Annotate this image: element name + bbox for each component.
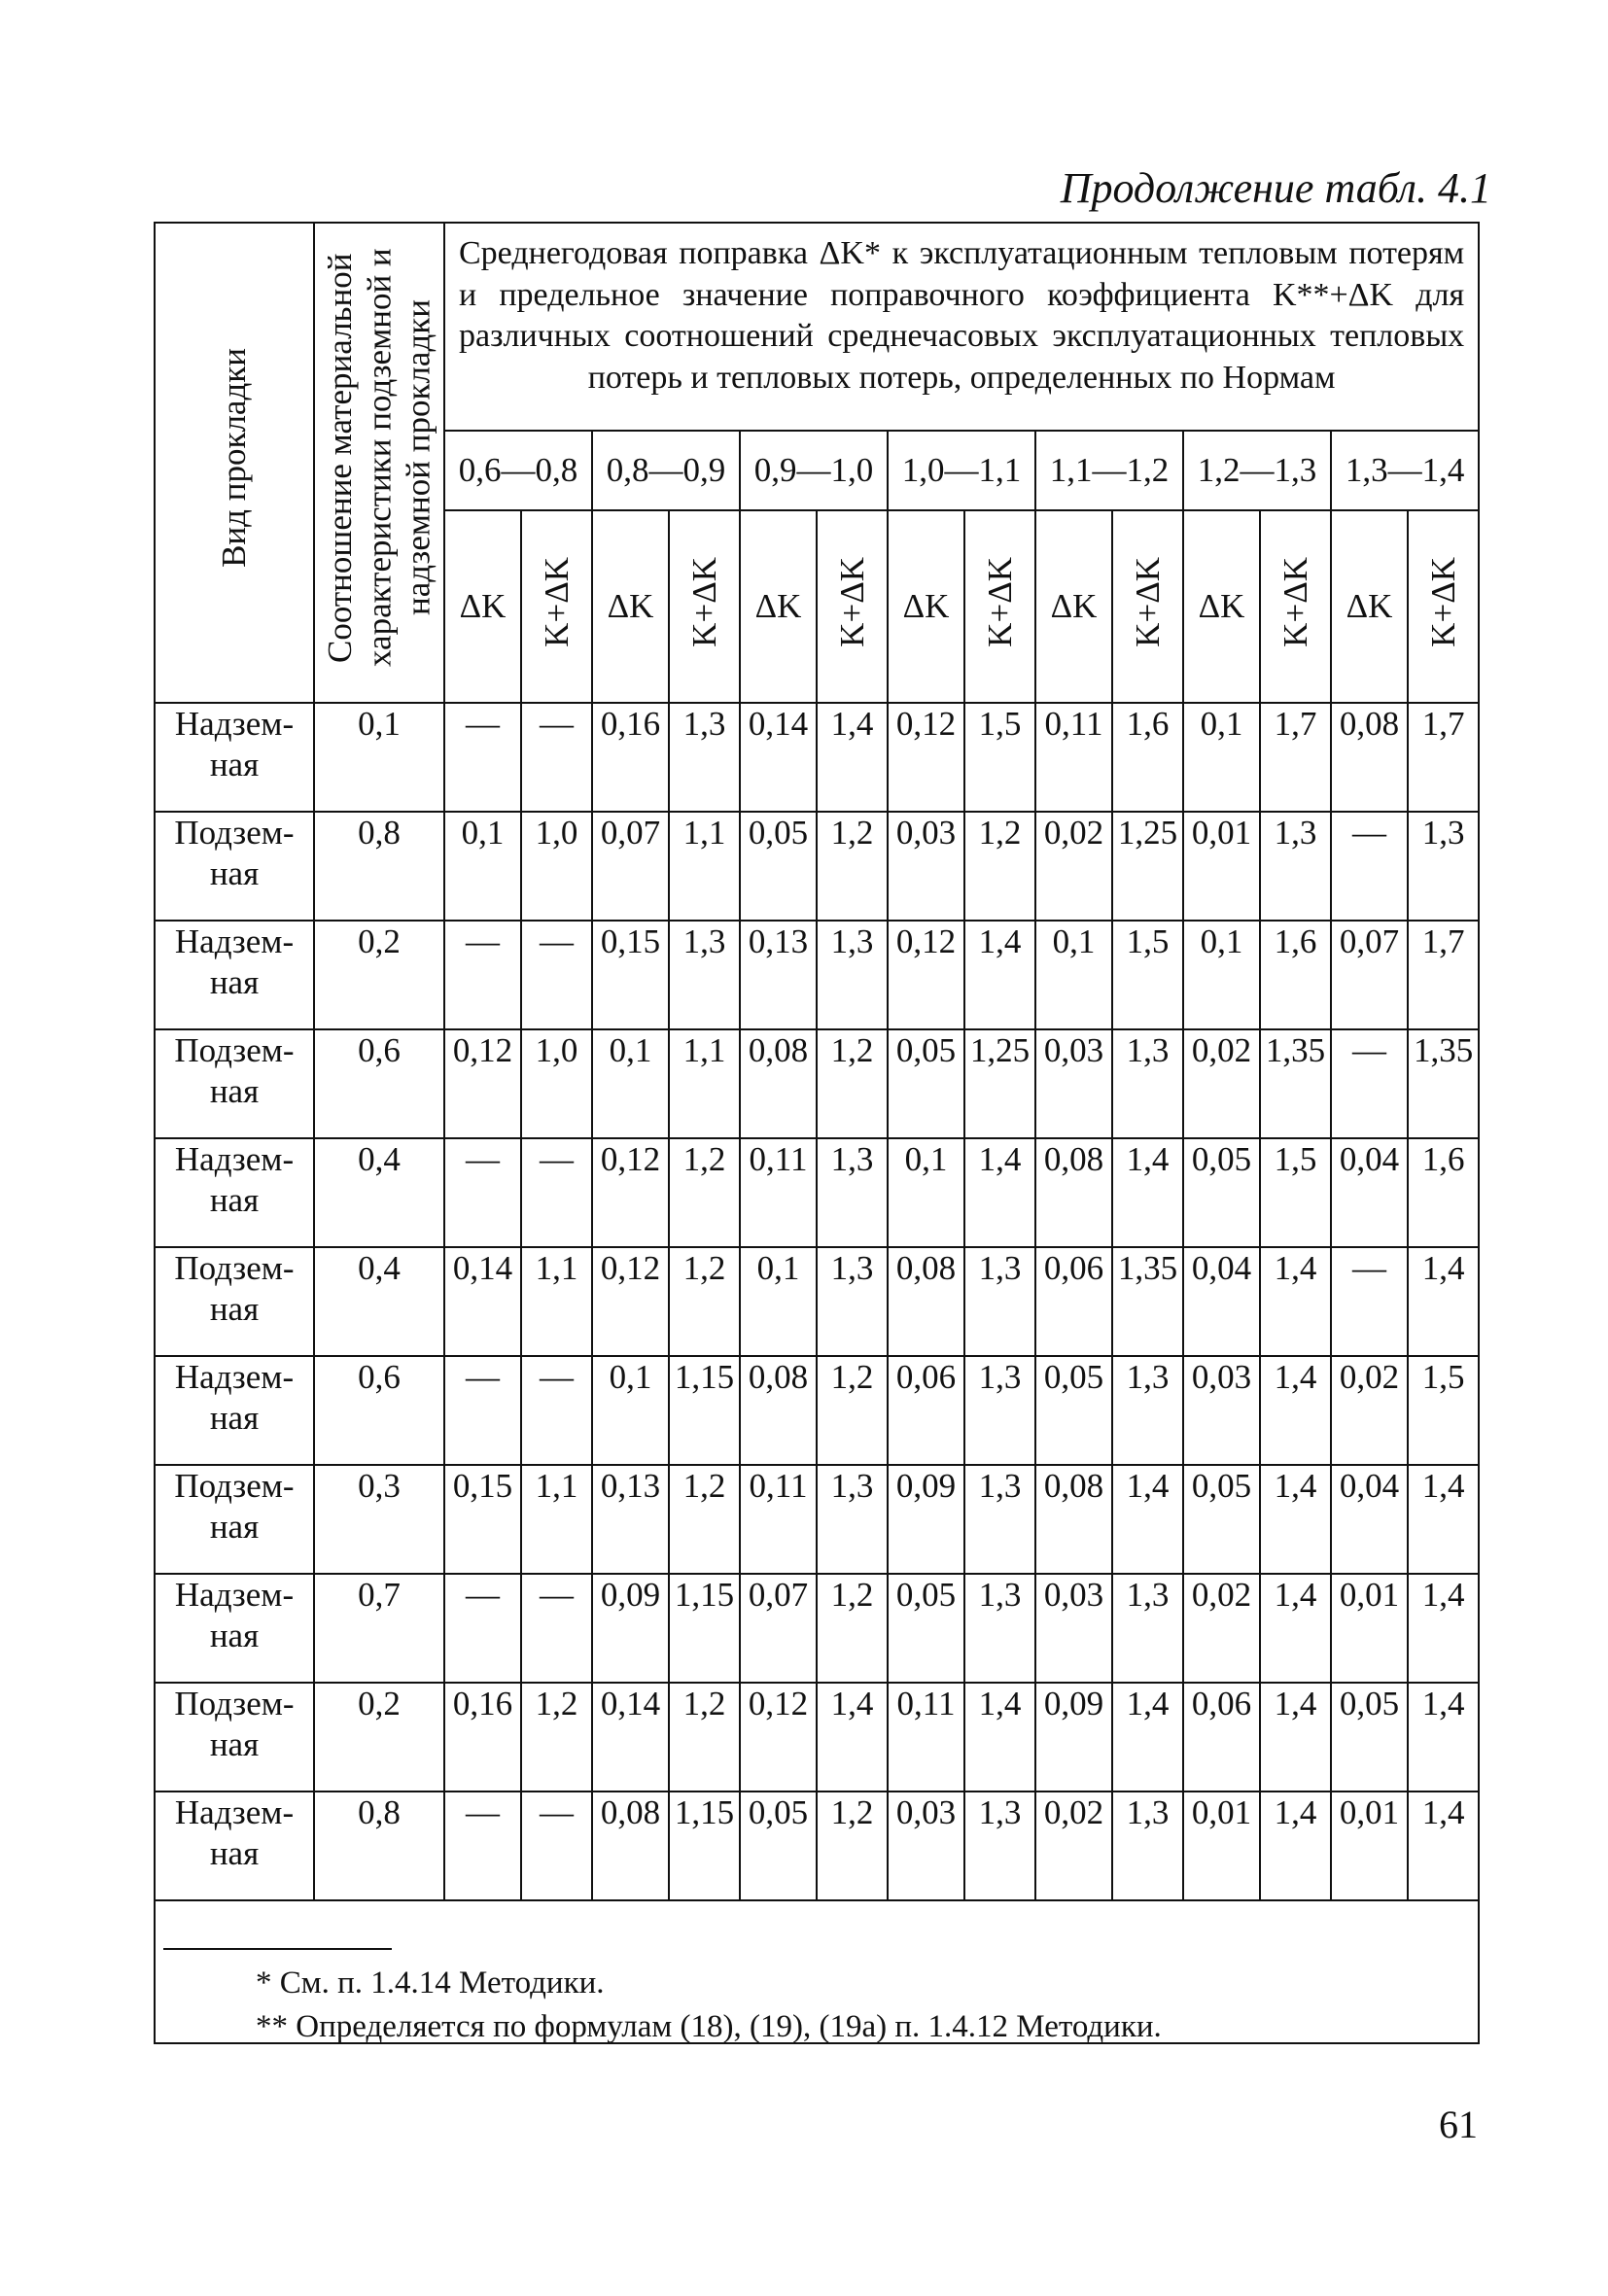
cell-dk: 0,07 — [1331, 921, 1408, 1029]
cell-kdk: 1,3 — [817, 1465, 888, 1574]
cell-kdk: 1,7 — [1408, 703, 1479, 812]
cell-dk: 0,11 — [1035, 703, 1112, 812]
cell-kdk: 1,3 — [964, 1792, 1035, 1900]
cell-dk: 0,1 — [1183, 703, 1260, 812]
cell-dk: 0,04 — [1183, 1247, 1260, 1356]
col-header-ratio-text: Соотношение материальной характеристики подземной и надземной прокладки — [320, 248, 437, 668]
cell-dk: 0,08 — [1035, 1465, 1112, 1574]
cell-kdk: 1,0 — [521, 1029, 592, 1138]
table-row — [155, 1029, 1479, 1138]
cell-dk: 0,09 — [1035, 1683, 1112, 1792]
cell-dk: — — [444, 703, 521, 812]
sub-header-dk: ΔK — [740, 510, 817, 703]
cell-kind: Подзем- ная — [155, 1029, 314, 1138]
cell-dk: 0,15 — [592, 921, 669, 1029]
cell-kdk: 1,2 — [817, 1792, 888, 1900]
cell-dk: — — [444, 921, 521, 1029]
table-row — [155, 812, 1479, 921]
cell-dk: 0,11 — [740, 1138, 817, 1247]
cell-kdk: 1,2 — [817, 1574, 888, 1683]
cell-kdk: — — [521, 703, 592, 812]
cell-kind: Надзем- ная — [155, 1574, 314, 1683]
table-row — [155, 1356, 1479, 1465]
group-header-text: Среднегодовая поправка ΔK* к эксплуатационным тепловым потерям и предельное значение поправочного коэффициента K**+ΔK для различных соотношений среднечасовых эксплуатационных тепловых потерь и тепловых потерь, определенных по Нормам — [459, 235, 1465, 396]
cell-kdk: 1,3 — [964, 1247, 1035, 1356]
cell-kdk: 1,1 — [521, 1465, 592, 1574]
sub-header-kdk — [1112, 510, 1183, 703]
cell-dk: 0,02 — [1331, 1356, 1408, 1465]
data-table — [154, 222, 1480, 1901]
cell-dk: 0,08 — [1331, 703, 1408, 812]
cell-dk: 0,04 — [1331, 1138, 1408, 1247]
table-row — [155, 1138, 1479, 1247]
cell-dk: 0,02 — [1183, 1574, 1260, 1683]
cell-dk: 0,05 — [888, 1029, 964, 1138]
cell-kdk: 1,5 — [1112, 921, 1183, 1029]
table-row — [155, 1465, 1479, 1574]
cell-kdk: 1,3 — [817, 1138, 888, 1247]
cell-dk: 0,03 — [888, 812, 964, 921]
cell-dk: 0,11 — [888, 1683, 964, 1792]
cell-dk: 0,08 — [740, 1029, 817, 1138]
cell-dk: — — [444, 1574, 521, 1683]
cell-kdk: 1,4 — [817, 703, 888, 812]
cell-dk: 0,13 — [592, 1465, 669, 1574]
page-number: 61 — [1439, 2103, 1478, 2146]
sub-header-dk: ΔK — [1035, 510, 1112, 703]
cell-kdk: 1,35 — [1408, 1029, 1479, 1138]
cell-dk: 0,05 — [740, 812, 817, 921]
cell-dk: — — [1331, 1029, 1408, 1138]
cell-dk: 0,1 — [1035, 921, 1112, 1029]
cell-dk: 0,01 — [1331, 1792, 1408, 1900]
sub-header-kdk — [521, 510, 592, 703]
cell-kdk: 1,25 — [1112, 812, 1183, 921]
cell-dk: 0,01 — [1331, 1574, 1408, 1683]
cell-ratio: 0,8 — [314, 1792, 444, 1900]
cell-dk: 0,11 — [740, 1465, 817, 1574]
footnote-2: ** Определяется по формулам (18), (19), (19а) п. 1.4.12 Методики. — [256, 2008, 1162, 2044]
cell-kdk: 1,7 — [1260, 703, 1331, 812]
cell-dk: — — [444, 1356, 521, 1465]
sub-header-kdk-text: K+ΔK — [1276, 556, 1314, 647]
cell-kdk: 1,0 — [521, 812, 592, 921]
footnotes — [154, 1948, 1480, 2048]
cell-dk: 0,1 — [888, 1138, 964, 1247]
cell-kdk: 1,35 — [1260, 1029, 1331, 1138]
cell-kind: Надзем- ная — [155, 1792, 314, 1900]
range-header: 0,6—0,8 — [444, 431, 592, 510]
cell-dk: 0,12 — [592, 1138, 669, 1247]
cell-dk: 0,1 — [592, 1356, 669, 1465]
cell-dk: 0,08 — [592, 1792, 669, 1900]
range-header: 1,0—1,1 — [888, 431, 1035, 510]
sub-header-dk: ΔK — [592, 510, 669, 703]
range-header: 1,2—1,3 — [1183, 431, 1331, 510]
cell-kdk: 1,2 — [817, 1029, 888, 1138]
cell-dk: 0,01 — [1183, 1792, 1260, 1900]
cell-kdk: — — [521, 1356, 592, 1465]
cell-kdk: 1,4 — [964, 921, 1035, 1029]
cell-kdk: 1,4 — [1260, 1356, 1331, 1465]
cell-kdk: — — [521, 921, 592, 1029]
sub-header-kdk — [1408, 510, 1479, 703]
cell-dk: 0,1 — [592, 1029, 669, 1138]
table-row — [155, 1683, 1479, 1792]
cell-kdk: 1,4 — [1260, 1792, 1331, 1900]
group-header — [444, 223, 1479, 431]
cell-kdk: 1,15 — [669, 1356, 740, 1465]
cell-kdk: 1,4 — [1260, 1683, 1331, 1792]
cell-dk: 0,02 — [1035, 812, 1112, 921]
range-header: 0,8—0,9 — [592, 431, 740, 510]
cell-dk: 0,06 — [1035, 1247, 1112, 1356]
cell-dk: 0,01 — [1183, 812, 1260, 921]
cell-kdk: 1,2 — [521, 1683, 592, 1792]
cell-kdk: 1,1 — [669, 1029, 740, 1138]
table-row — [155, 1247, 1479, 1356]
cell-dk: 0,16 — [592, 703, 669, 812]
cell-kdk: 1,5 — [964, 703, 1035, 812]
cell-kind: Подзем- ная — [155, 1247, 314, 1356]
cell-kdk: 1,4 — [1408, 1683, 1479, 1792]
cell-kdk: 1,5 — [1408, 1356, 1479, 1465]
cell-kdk: 1,2 — [669, 1683, 740, 1792]
cell-kdk: 1,4 — [964, 1683, 1035, 1792]
col-header-kind-text: Вид прокладки — [215, 348, 253, 568]
cell-ratio: 0,6 — [314, 1029, 444, 1138]
cell-dk: 0,06 — [1183, 1683, 1260, 1792]
cell-kdk: 1,4 — [1408, 1247, 1479, 1356]
cell-kdk: 1,25 — [964, 1029, 1035, 1138]
cell-kdk: 1,2 — [817, 812, 888, 921]
cell-kdk: 1,1 — [669, 812, 740, 921]
cell-dk: 0,05 — [1331, 1683, 1408, 1792]
cell-dk: 0,08 — [740, 1356, 817, 1465]
cell-dk: 0,14 — [592, 1683, 669, 1792]
cell-dk: — — [1331, 812, 1408, 921]
cell-dk: 0,04 — [1331, 1465, 1408, 1574]
cell-dk: 0,03 — [1035, 1574, 1112, 1683]
sub-header-kdk — [964, 510, 1035, 703]
cell-dk: 0,02 — [1183, 1029, 1260, 1138]
sub-header-kdk-text: K+ΔK — [1423, 556, 1462, 647]
sub-header-kdk-text: K+ΔK — [1128, 556, 1167, 647]
table-caption: Продолжение табл. 4.1 — [1060, 164, 1491, 212]
cell-kdk: 1,4 — [1260, 1247, 1331, 1356]
cell-kdk: 1,4 — [1112, 1138, 1183, 1247]
cell-dk: 0,07 — [740, 1574, 817, 1683]
cell-ratio: 0,2 — [314, 921, 444, 1029]
sub-header-kdk — [669, 510, 740, 703]
sub-header-kdk-text: K+ΔK — [980, 556, 1019, 647]
cell-kdk: 1,4 — [1408, 1792, 1479, 1900]
cell-dk: 0,13 — [740, 921, 817, 1029]
cell-kdk: 1,3 — [964, 1574, 1035, 1683]
cell-kdk: 1,3 — [1112, 1792, 1183, 1900]
cell-kdk: 1,2 — [669, 1465, 740, 1574]
cell-ratio: 0,3 — [314, 1465, 444, 1574]
cell-dk: 0,09 — [888, 1465, 964, 1574]
cell-dk: 0,03 — [888, 1792, 964, 1900]
cell-ratio: 0,8 — [314, 812, 444, 921]
table-row — [155, 1574, 1479, 1683]
cell-kdk: 1,1 — [521, 1247, 592, 1356]
cell-kdk: 1,3 — [817, 1247, 888, 1356]
footnote-rule — [163, 1948, 392, 1950]
cell-kdk: 1,4 — [1408, 1574, 1479, 1683]
sub-header-kdk-text: K+ΔK — [684, 556, 723, 647]
cell-kdk: 1,3 — [964, 1465, 1035, 1574]
cell-dk: 0,1 — [444, 812, 521, 921]
cell-kdk: — — [521, 1792, 592, 1900]
cell-dk: 0,02 — [1035, 1792, 1112, 1900]
cell-kdk: 1,5 — [1260, 1138, 1331, 1247]
cell-kind: Надзем- ная — [155, 1356, 314, 1465]
cell-dk: — — [444, 1792, 521, 1900]
sub-header-dk: ΔK — [1183, 510, 1260, 703]
cell-dk: 0,03 — [1183, 1356, 1260, 1465]
footnote-1: * См. п. 1.4.14 Методики. — [256, 1966, 605, 2000]
cell-kind: Подзем- ная — [155, 1465, 314, 1574]
cell-kind: Подзем- ная — [155, 812, 314, 921]
cell-kdk: 1,3 — [669, 921, 740, 1029]
cell-kdk: 1,35 — [1112, 1247, 1183, 1356]
col-header-kind — [155, 223, 314, 703]
cell-kind: Надзем- ная — [155, 703, 314, 812]
sub-header-dk: ΔK — [888, 510, 964, 703]
cell-kdk: 1,3 — [1112, 1029, 1183, 1138]
cell-dk: — — [444, 1138, 521, 1247]
cell-dk: 0,12 — [444, 1029, 521, 1138]
cell-dk: 0,09 — [592, 1574, 669, 1683]
cell-kdk: 1,2 — [669, 1247, 740, 1356]
sub-header-kdk — [1260, 510, 1331, 703]
cell-kind: Надзем- ная — [155, 921, 314, 1029]
table-row — [155, 921, 1479, 1029]
sub-header-dk: ΔK — [444, 510, 521, 703]
cell-kdk: 1,6 — [1260, 921, 1331, 1029]
cell-dk: 0,08 — [1035, 1138, 1112, 1247]
cell-dk: 0,12 — [740, 1683, 817, 1792]
cell-kind: Надзем- ная — [155, 1138, 314, 1247]
cell-ratio: 0,7 — [314, 1574, 444, 1683]
cell-kdk: 1,2 — [817, 1356, 888, 1465]
col-header-ratio — [314, 223, 444, 703]
cell-kdk: 1,4 — [1408, 1465, 1479, 1574]
cell-dk: 0,1 — [740, 1247, 817, 1356]
cell-kdk: 1,4 — [1260, 1465, 1331, 1574]
cell-kdk: 1,3 — [1112, 1574, 1183, 1683]
cell-dk: 0,05 — [1035, 1356, 1112, 1465]
cell-kdk: 1,3 — [964, 1356, 1035, 1465]
cell-dk: 0,05 — [888, 1574, 964, 1683]
cell-ratio: 0,6 — [314, 1356, 444, 1465]
cell-dk: 0,06 — [888, 1356, 964, 1465]
cell-dk: 0,08 — [888, 1247, 964, 1356]
table-row — [155, 1792, 1479, 1900]
cell-dk: 0,15 — [444, 1465, 521, 1574]
range-header: 1,3—1,4 — [1331, 431, 1479, 510]
cell-ratio: 0,4 — [314, 1247, 444, 1356]
range-header: 0,9—1,0 — [740, 431, 888, 510]
cell-kdk: 1,15 — [669, 1574, 740, 1683]
cell-dk: 0,16 — [444, 1683, 521, 1792]
cell-ratio: 0,1 — [314, 703, 444, 812]
cell-kdk: 1,4 — [817, 1683, 888, 1792]
cell-kdk: 1,6 — [1408, 1138, 1479, 1247]
cell-kdk: 1,3 — [669, 703, 740, 812]
cell-kdk: — — [521, 1138, 592, 1247]
cell-kdk: 1,3 — [1112, 1356, 1183, 1465]
cell-kind: Подзем- ная — [155, 1683, 314, 1792]
cell-dk: 0,05 — [1183, 1465, 1260, 1574]
sub-header-kdk — [817, 510, 888, 703]
range-header: 1,1—1,2 — [1035, 431, 1183, 510]
cell-ratio: 0,2 — [314, 1683, 444, 1792]
table-row — [155, 703, 1479, 812]
cell-dk: 0,03 — [1035, 1029, 1112, 1138]
cell-kdk: 1,4 — [964, 1138, 1035, 1247]
sub-header-dk: ΔK — [1331, 510, 1408, 703]
cell-kdk: — — [521, 1574, 592, 1683]
cell-dk: 0,14 — [444, 1247, 521, 1356]
cell-kdk: 1,2 — [669, 1138, 740, 1247]
sub-header-kdk-text: K+ΔK — [832, 556, 871, 647]
cell-dk: 0,12 — [888, 703, 964, 812]
cell-dk: 0,12 — [888, 921, 964, 1029]
cell-kdk: 1,15 — [669, 1792, 740, 1900]
cell-kdk: 1,6 — [1112, 703, 1183, 812]
cell-ratio: 0,4 — [314, 1138, 444, 1247]
cell-dk: — — [1331, 1247, 1408, 1356]
cell-dk: 0,05 — [1183, 1138, 1260, 1247]
cell-kdk: 1,2 — [964, 812, 1035, 921]
cell-dk: 0,05 — [740, 1792, 817, 1900]
cell-kdk: 1,4 — [1112, 1683, 1183, 1792]
cell-kdk: 1,7 — [1408, 921, 1479, 1029]
cell-kdk: 1,4 — [1112, 1465, 1183, 1574]
cell-kdk: 1,3 — [1408, 812, 1479, 921]
cell-dk: 0,12 — [592, 1247, 669, 1356]
cell-dk: 0,07 — [592, 812, 669, 921]
cell-kdk: 1,3 — [1260, 812, 1331, 921]
sub-header-kdk-text: K+ΔK — [537, 556, 576, 647]
cell-kdk: 1,3 — [817, 921, 888, 1029]
cell-dk: 0,1 — [1183, 921, 1260, 1029]
cell-kdk: 1,4 — [1260, 1574, 1331, 1683]
cell-dk: 0,14 — [740, 703, 817, 812]
